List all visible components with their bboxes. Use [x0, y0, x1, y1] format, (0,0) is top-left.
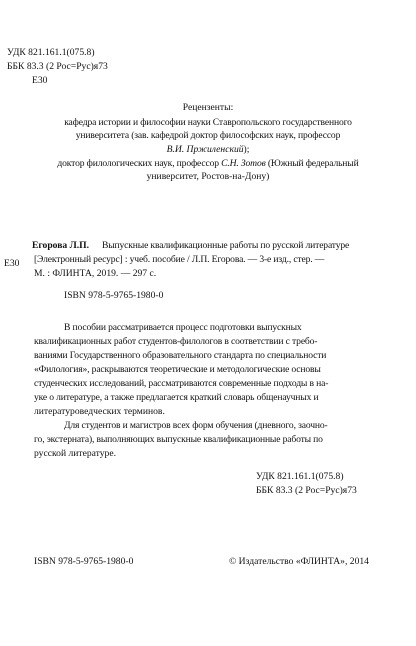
annotation-line: го, экстерната), выполняющих выпускные квалификационные работы по: [34, 434, 323, 445]
udk-code-top: УДК 821.161.1(075.8): [7, 47, 95, 58]
author-mark-top: Е30: [32, 75, 48, 86]
footer-copyright: © Издательство «ФЛИНТА», 2014: [229, 556, 369, 567]
reviewer-name: В.И. Пржиленский: [166, 144, 244, 155]
record-author: Егорова Л.П.: [32, 240, 89, 251]
record-isbn: ISBN 978-5-9765-1980-0: [64, 290, 164, 301]
reviewers-line: доктор филологических наук, профессор С.Н. Зотов (Южный федеральный: [57, 158, 359, 169]
annotation-line: русской литературе.: [34, 448, 116, 459]
annotation-line: квалификационных работ студентов-филологов в соответствии с требо-: [34, 336, 318, 347]
reviewers-line: В.И. Пржиленский);: [166, 144, 250, 155]
annotation-line: В пособии рассматривается процесс подготовки выпускных: [64, 322, 302, 333]
reviewers-line: университета (зав. кафедрой доктор философских наук, профессор: [75, 130, 341, 141]
annotation-line: «Филология», раскрываются теоретические и методологические основы: [34, 364, 321, 375]
reviewers-line: кафедра истории и философии науки Ставропольского государственного: [64, 117, 352, 128]
bbk-code-bottom: ББК 83.3 (2 Рос=Рус)я73: [256, 485, 357, 496]
reviewer-name: С.Н. Зотов: [221, 158, 266, 169]
annotation-line: студенческих исследований, рассматриваются современные подходы в на-: [34, 378, 329, 389]
record-title-line: Выпускные квалификационные работы по русской литературе: [102, 240, 350, 251]
reviewers-title: Рецензенты:: [182, 102, 234, 113]
annotation-line: уке о литературе, а также предлагается краткий словарь общенаучных и: [34, 392, 319, 403]
annotation-line: литературоведческих терминов.: [34, 406, 165, 417]
annotation-line: ваниями Государственного образовательного стандарта по специальности: [34, 350, 327, 361]
record-title-line: М. : ФЛИНТА, 2019. — 297 с.: [34, 268, 157, 279]
bbk-code-top: ББК 83.3 (2 Рос=Рус)я73: [7, 61, 108, 72]
udk-code-bottom: УДК 821.161.1(075.8): [256, 471, 344, 482]
record-author-mark: Е30: [4, 258, 20, 269]
reviewers-line: университет, Ростов-на-Дону): [146, 171, 270, 182]
record-title-line: [Электронный ресурс] : учеб. пособие / Л.П. Егорова. — 3-е изд., стер. —: [34, 254, 325, 265]
annotation-line: Для студентов и магистров всех форм обучения (дневного, заочно-: [64, 420, 328, 431]
footer-isbn: ISBN 978-5-9765-1980-0: [34, 556, 134, 567]
